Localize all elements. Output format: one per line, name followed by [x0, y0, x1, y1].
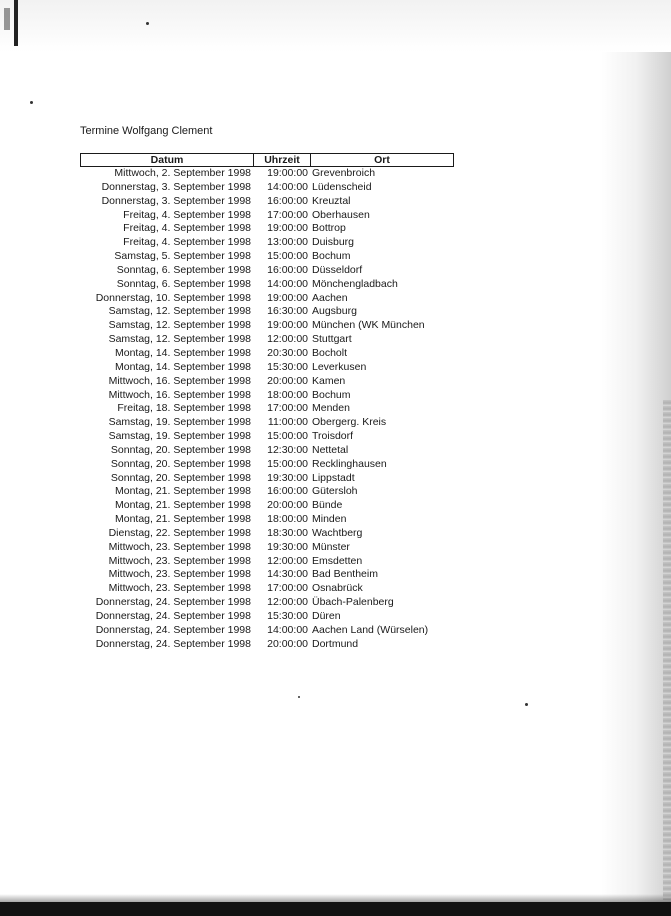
cell-ort: Stuttgart	[312, 333, 352, 346]
cell-datum: Donnerstag, 3. September 1998	[101, 194, 251, 207]
cell-ort: Troisdorf	[312, 430, 354, 443]
table-row	[80, 458, 454, 472]
cell-datum: Montag, 21. September 1998	[114, 513, 251, 526]
cell-datum: Freitag, 4. September 1998	[123, 236, 251, 249]
cell-datum: Mittwoch, 2. September 1998	[114, 167, 251, 179]
cell-ort: Menden	[312, 402, 350, 415]
table-row	[80, 499, 454, 513]
table-row	[80, 402, 454, 416]
table-row	[80, 527, 454, 541]
table-row	[80, 444, 454, 458]
cell-datum: Freitag, 4. September 1998	[123, 208, 251, 221]
cell-ort: Nettetal	[312, 443, 349, 456]
cell-datum: Mittwoch, 23. September 1998	[108, 568, 251, 581]
cell-datum: Mittwoch, 23. September 1998	[108, 582, 251, 595]
cell-ort: Bocholt	[312, 346, 348, 359]
table-row	[80, 292, 454, 306]
table-row	[80, 513, 454, 527]
table-row	[80, 624, 454, 638]
cell-ort: Lüdenscheid	[312, 180, 372, 193]
table-row	[80, 209, 454, 223]
table-row	[80, 596, 454, 610]
cell-uhrzeit: 12:00:00	[267, 596, 308, 609]
cell-datum: Donnerstag, 24. September 1998	[95, 637, 251, 650]
table-row	[80, 541, 454, 555]
cell-uhrzeit: 17:00:00	[267, 582, 308, 595]
binder-mark-secondary	[4, 8, 10, 30]
cell-datum: Freitag, 4. September 1998	[123, 222, 251, 235]
table-row	[80, 347, 454, 361]
table-row	[80, 361, 454, 375]
cell-uhrzeit: 20:00:00	[267, 499, 308, 512]
table-row	[80, 264, 454, 278]
cell-uhrzeit: 16:00:00	[267, 263, 308, 276]
cell-ort: Bünde	[312, 499, 343, 512]
table-row	[80, 195, 454, 209]
cell-uhrzeit: 19:00:00	[267, 167, 308, 179]
header-ort: Ort	[374, 154, 390, 166]
cell-uhrzeit: 15:00:00	[267, 250, 308, 263]
table-row	[80, 319, 454, 333]
scan-right-shadow	[601, 52, 671, 902]
cell-datum: Donnerstag, 10. September 1998	[95, 291, 251, 304]
cell-datum: Samstag, 12. September 1998	[108, 305, 251, 318]
cell-ort: Recklinghausen	[312, 457, 387, 470]
cell-uhrzeit: 17:00:00	[267, 402, 308, 415]
table-body	[80, 167, 454, 652]
cell-ort: Augsburg	[312, 305, 357, 318]
cell-uhrzeit: 19:30:00	[267, 471, 308, 484]
cell-datum: Donnerstag, 24. September 1998	[95, 610, 251, 622]
cell-ort: Kamen	[312, 374, 346, 387]
cell-uhrzeit: 15:30:00	[267, 360, 308, 373]
cell-datum: Mittwoch, 23. September 1998	[108, 540, 251, 553]
cell-datum: Sonntag, 20. September 1998	[110, 443, 251, 456]
scan-top-shadow	[0, 0, 671, 52]
cell-uhrzeit: 14:00:00	[267, 623, 308, 636]
table-row	[80, 222, 454, 236]
cell-ort: Gütersloh	[312, 485, 358, 498]
table-row	[80, 416, 454, 430]
cell-datum: Samstag, 12. September 1998	[108, 333, 251, 346]
table-row	[80, 389, 454, 403]
document-title: Termine Wolfgang Clement	[80, 125, 213, 137]
cell-datum: Donnerstag, 24. September 1998	[95, 623, 251, 636]
cell-datum: Montag, 14. September 1998	[114, 360, 251, 373]
cell-datum: Mittwoch, 16. September 1998	[108, 374, 251, 387]
binder-mark	[14, 0, 18, 46]
cell-uhrzeit: 12:30:00	[267, 443, 308, 456]
cell-ort: Leverkusen	[312, 360, 367, 373]
scan-speck	[30, 101, 33, 104]
cell-uhrzeit: 15:00:00	[267, 457, 308, 470]
cell-uhrzeit: 20:00:00	[267, 637, 308, 650]
cell-uhrzeit: 18:30:00	[267, 526, 308, 539]
scan-bottom-edge	[0, 902, 671, 916]
cell-ort: Bottrop	[312, 222, 346, 235]
table-header	[80, 153, 454, 167]
cell-datum: Montag, 21. September 1998	[114, 499, 251, 512]
cell-uhrzeit: 13:00:00	[267, 236, 308, 249]
cell-uhrzeit: 11:00:00	[267, 416, 308, 429]
header-datum: Datum	[81, 154, 254, 166]
cell-ort: München (WK München	[312, 319, 425, 332]
cell-datum: Samstag, 19. September 1998	[108, 416, 251, 429]
scan-speck	[146, 22, 149, 25]
table-row	[80, 250, 454, 264]
scan-bottom-fade	[0, 894, 671, 902]
table-row	[80, 278, 454, 292]
table-row	[80, 236, 454, 250]
cell-uhrzeit: 19:00:00	[267, 319, 308, 332]
cell-uhrzeit: 20:00:00	[267, 374, 308, 387]
cell-uhrzeit: 14:00:00	[267, 180, 308, 193]
cell-ort: Obergerg. Kreis	[312, 416, 387, 429]
cell-uhrzeit: 19:00:00	[267, 291, 308, 304]
cell-uhrzeit: 19:00:00	[267, 222, 308, 235]
cell-ort: Kreuztal	[312, 194, 351, 207]
cell-datum: Sonntag, 20. September 1998	[110, 471, 251, 484]
cell-datum: Freitag, 18. September 1998	[117, 402, 251, 415]
cell-uhrzeit: 14:30:00	[267, 568, 308, 581]
table-row	[80, 568, 454, 582]
cell-ort: Übach-Palenberg	[312, 596, 394, 609]
cell-datum: Donnerstag, 24. September 1998	[95, 596, 251, 609]
table-row	[80, 167, 454, 181]
table-row	[80, 555, 454, 569]
cell-uhrzeit: 14:00:00	[267, 277, 308, 290]
table-row	[80, 305, 454, 319]
cell-ort: Duisburg	[312, 236, 355, 249]
table-row	[80, 472, 454, 486]
cell-uhrzeit: 12:00:00	[267, 333, 308, 346]
cell-ort: Aachen	[312, 291, 348, 304]
cell-uhrzeit: 15:30:00	[267, 610, 308, 622]
scan-speck	[525, 703, 528, 706]
cell-datum: Samstag, 12. September 1998	[108, 319, 251, 332]
cell-ort: Grevenbroich	[312, 167, 376, 179]
cell-ort: Mönchengladbach	[312, 277, 398, 290]
cell-uhrzeit: 17:00:00	[267, 208, 308, 221]
cell-datum: Samstag, 19. September 1998	[108, 430, 251, 443]
table-row	[80, 333, 454, 347]
cell-uhrzeit: 12:00:00	[267, 554, 308, 567]
cell-datum: Samstag, 5. September 1998	[114, 250, 251, 263]
cell-ort: Bochum	[312, 388, 351, 401]
cell-datum: Montag, 21. September 1998	[114, 485, 251, 498]
cell-datum: Donnerstag, 3. September 1998	[101, 180, 251, 193]
scan-right-edge	[663, 400, 671, 900]
scan-speck	[298, 696, 300, 698]
cell-ort: Osnabrück	[312, 582, 363, 595]
cell-uhrzeit: 18:00:00	[267, 513, 308, 526]
table-row	[80, 181, 454, 195]
cell-uhrzeit: 16:00:00	[267, 194, 308, 207]
cell-uhrzeit: 16:00:00	[267, 485, 308, 498]
cell-ort: Lippstadt	[312, 471, 355, 484]
cell-ort: Minden	[312, 513, 347, 526]
cell-ort: Aachen Land (Würselen)	[312, 623, 429, 636]
cell-datum: Dienstag, 22. September 1998	[108, 526, 251, 539]
cell-datum: Sonntag, 20. September 1998	[110, 457, 251, 470]
cell-datum: Sonntag, 6. September 1998	[116, 263, 251, 276]
cell-uhrzeit: 15:00:00	[267, 430, 308, 443]
cell-ort: Düsseldorf	[312, 263, 363, 276]
cell-uhrzeit: 20:30:00	[267, 346, 308, 359]
cell-datum: Sonntag, 6. September 1998	[116, 277, 251, 290]
appointments-table	[80, 153, 454, 652]
cell-ort: Bad Bentheim	[312, 568, 378, 581]
cell-uhrzeit: 16:30:00	[267, 305, 308, 318]
cell-datum: Montag, 14. September 1998	[114, 346, 251, 359]
table-row	[80, 638, 454, 652]
cell-uhrzeit: 18:00:00	[267, 388, 308, 401]
cell-datum: Mittwoch, 23. September 1998	[108, 554, 251, 567]
cell-ort: Wachtberg	[312, 526, 363, 539]
cell-ort: Emsdetten	[312, 554, 363, 567]
cell-datum: Mittwoch, 16. September 1998	[108, 388, 251, 401]
table-row	[80, 610, 454, 624]
cell-ort: Dortmund	[312, 637, 359, 650]
table-row	[80, 582, 454, 596]
table-row	[80, 485, 454, 499]
table-row	[80, 430, 454, 444]
table-row	[80, 375, 454, 389]
header-uhrzeit: Uhrzeit	[254, 154, 311, 166]
cell-ort: Bochum	[312, 250, 351, 263]
cell-ort: Düren	[312, 610, 341, 622]
cell-uhrzeit: 19:30:00	[267, 540, 308, 553]
cell-ort: Münster	[312, 540, 350, 553]
cell-ort: Oberhausen	[312, 208, 370, 221]
